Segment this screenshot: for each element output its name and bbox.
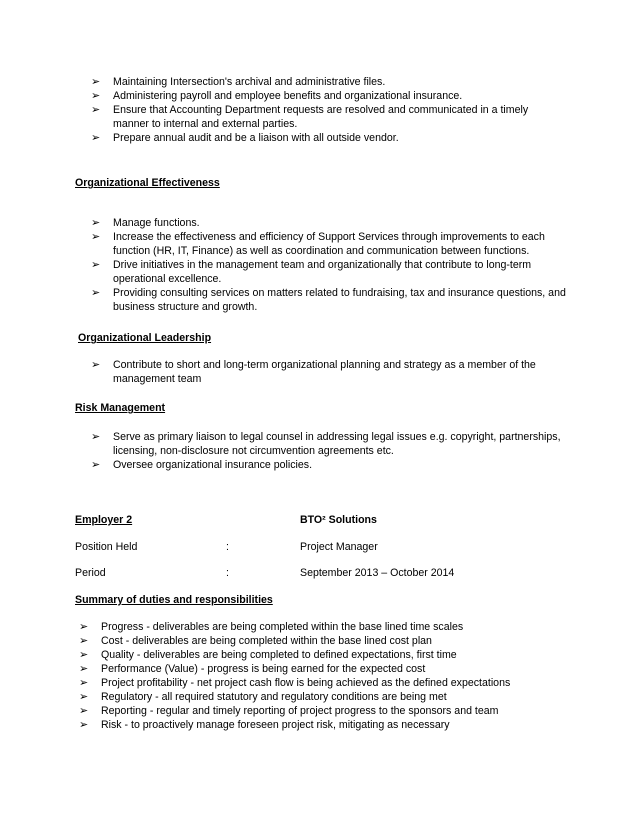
position-value: Project Manager	[300, 541, 378, 553]
list-item	[91, 286, 568, 314]
period-label: Period	[75, 567, 106, 579]
arrow-bullet-icon: ➢	[91, 359, 101, 371]
list-item	[91, 75, 543, 89]
arrow-bullet-icon: ➢	[91, 217, 101, 229]
list-item-text: Manage functions.	[113, 217, 200, 229]
arrow-bullet-icon: ➢	[79, 705, 89, 717]
arrow-bullet-icon: ➢	[91, 104, 101, 116]
arrow-bullet-icon: ➢	[91, 90, 101, 102]
period-colon: :	[226, 567, 229, 579]
list-item	[79, 690, 571, 704]
list-item	[91, 216, 563, 230]
list-item-text: Prepare annual audit and be a liaison with all outside vendor.	[113, 132, 399, 144]
list-item-text: Cost - deliverables are being completed within the base lined cost plan	[101, 635, 432, 647]
list-item-text: Administering payroll and employee benefits and organizational insurance.	[113, 90, 463, 102]
arrow-bullet-icon: ➢	[91, 76, 101, 88]
list-item	[91, 103, 543, 131]
arrow-bullet-icon: ➢	[79, 691, 89, 703]
list-item	[79, 718, 571, 732]
list-item-text: Serve as primary liaison to legal counsel in addressing legal issues e.g. copyright, partnerships, licensing, non-disclosure not circumvention agreements etc.	[113, 431, 561, 457]
list-item-text: Contribute to short and long-term organizational planning and strategy as a member of the management team	[113, 359, 536, 385]
list-item-text: Oversee organizational insurance policies.	[113, 459, 313, 471]
list-item	[91, 430, 563, 458]
list-item-text: Drive initiatives in the management team and organizationally that contribute to long-term operational excellence.	[113, 259, 532, 285]
arrow-bullet-icon: ➢	[91, 287, 101, 299]
employer-label: Employer 2	[75, 514, 133, 526]
list-item	[91, 358, 553, 386]
duties-list	[0, 620, 571, 732]
arrow-bullet-icon: ➢	[91, 431, 101, 443]
list-item-text: Reporting - regular and timely reporting of project progress to the sponsors and team	[101, 705, 499, 717]
list-item-text: Risk - to proactively manage foreseen project risk, mitigating as necessary	[101, 719, 450, 731]
list-item-text: Providing consulting services on matters related to fundraising, tax and insurance questions, and business structure and growth.	[113, 287, 566, 313]
position-colon: :	[226, 541, 229, 553]
list-item-text: Maintaining Intersection's archival and administrative files.	[113, 76, 386, 88]
list-item	[79, 704, 571, 718]
list-item-text: Increase the effectiveness and efficiency of Support Services through improvements to each function (HR, IT, Finance) as well as coordination and communication between functions.	[113, 231, 545, 257]
list-item-text: Quality - deliverables are being completed to defined expectations, first time	[101, 649, 457, 661]
admin-duties-list	[0, 75, 543, 145]
list-item	[79, 620, 571, 634]
arrow-bullet-icon: ➢	[91, 132, 101, 144]
list-item	[91, 258, 563, 286]
list-item-text: Regulatory - all required statutory and regulatory conditions are being met	[101, 691, 447, 703]
list-item	[79, 676, 571, 690]
arrow-bullet-icon: ➢	[79, 663, 89, 675]
arrow-bullet-icon: ➢	[79, 649, 89, 661]
arrow-bullet-icon: ➢	[79, 719, 89, 731]
position-label: Position Held	[75, 541, 138, 553]
arrow-bullet-icon: ➢	[91, 259, 101, 271]
list-item-text: Project profitability - net project cash flow is being achieved as the defined expectations	[101, 677, 511, 689]
list-item-text: Progress - deliverables are being completed within the base lined time scales	[101, 621, 464, 633]
list-item	[91, 89, 543, 103]
list-item	[91, 458, 563, 472]
arrow-bullet-icon: ➢	[79, 621, 89, 633]
list-item	[91, 131, 543, 145]
org-effectiveness-list	[0, 216, 568, 314]
section-heading-duties: Summary of duties and responsibilities	[75, 594, 273, 606]
risk-management-list	[0, 430, 563, 472]
org-leadership-list	[0, 358, 553, 386]
arrow-bullet-icon: ➢	[79, 635, 89, 647]
list-item	[79, 648, 571, 662]
list-item	[91, 230, 563, 258]
section-heading-risk-management: Risk Management	[75, 402, 166, 414]
arrow-bullet-icon: ➢	[91, 459, 101, 471]
arrow-bullet-icon: ➢	[79, 677, 89, 689]
arrow-bullet-icon: ➢	[91, 231, 101, 243]
list-item	[79, 662, 571, 676]
list-item	[79, 634, 571, 648]
company-name: BTO² Solutions	[300, 514, 377, 526]
section-heading-org-effectiveness: Organizational Effectiveness	[75, 177, 220, 189]
section-heading-org-leadership: Organizational Leadership	[78, 332, 212, 344]
list-item-text: Ensure that Accounting Department requests are resolved and communicated in a timely manner to internal and external parties.	[113, 104, 529, 130]
period-value: September 2013 – October 2014	[300, 567, 455, 579]
list-item-text: Performance (Value) - progress is being earned for the expected cost	[101, 663, 426, 675]
